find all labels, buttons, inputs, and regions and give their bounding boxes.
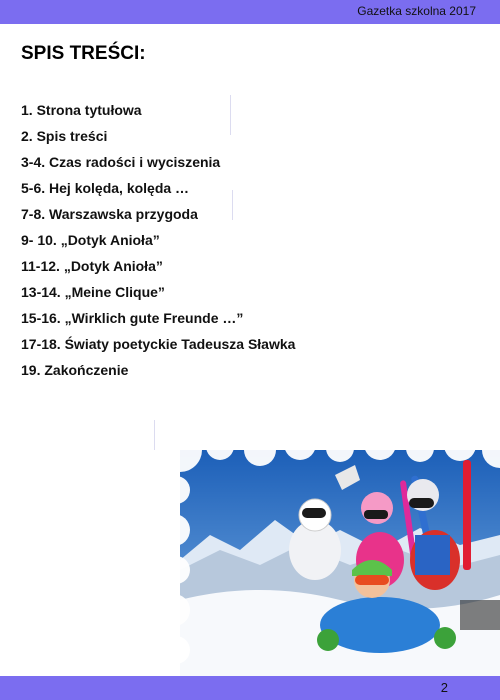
header-bar (0, 0, 500, 24)
toc-item[interactable]: 19. Zakończenie (21, 362, 129, 378)
toc-item[interactable]: 15-16. „Wirklich gute Freunde …” (21, 310, 244, 326)
ski-kids-photo (180, 450, 500, 676)
toc-item[interactable]: 5-6. Hej kolęda, kolęda … (21, 180, 190, 196)
toc-item[interactable]: 9- 10. „Dotyk Anioła” (21, 232, 160, 248)
newspaper-title: Gazetka szkolna 2017 (357, 4, 476, 18)
footer-bar (0, 676, 500, 700)
toc-item[interactable]: 13-14. „Meine Clique” (21, 284, 165, 300)
toc-item[interactable]: 17-18. Światy poetyckie Tadeusza Sławka (21, 336, 296, 352)
toc-item[interactable]: 11-12. „Dotyk Anioła” (21, 258, 163, 274)
toc-item[interactable]: 2. Spis treści (21, 128, 108, 144)
toc-item[interactable]: 7-8. Warszawska przygoda (21, 206, 198, 222)
page-title: SPIS TREŚCI: (21, 43, 146, 64)
table-of-contents (21, 100, 295, 386)
toc-item[interactable]: 1. Strona tytułowa (21, 102, 142, 118)
decorative-line (154, 420, 155, 450)
toc-item[interactable]: 3-4. Czas radości i wyciszenia (21, 154, 221, 170)
page-number: 2 (440, 680, 448, 695)
